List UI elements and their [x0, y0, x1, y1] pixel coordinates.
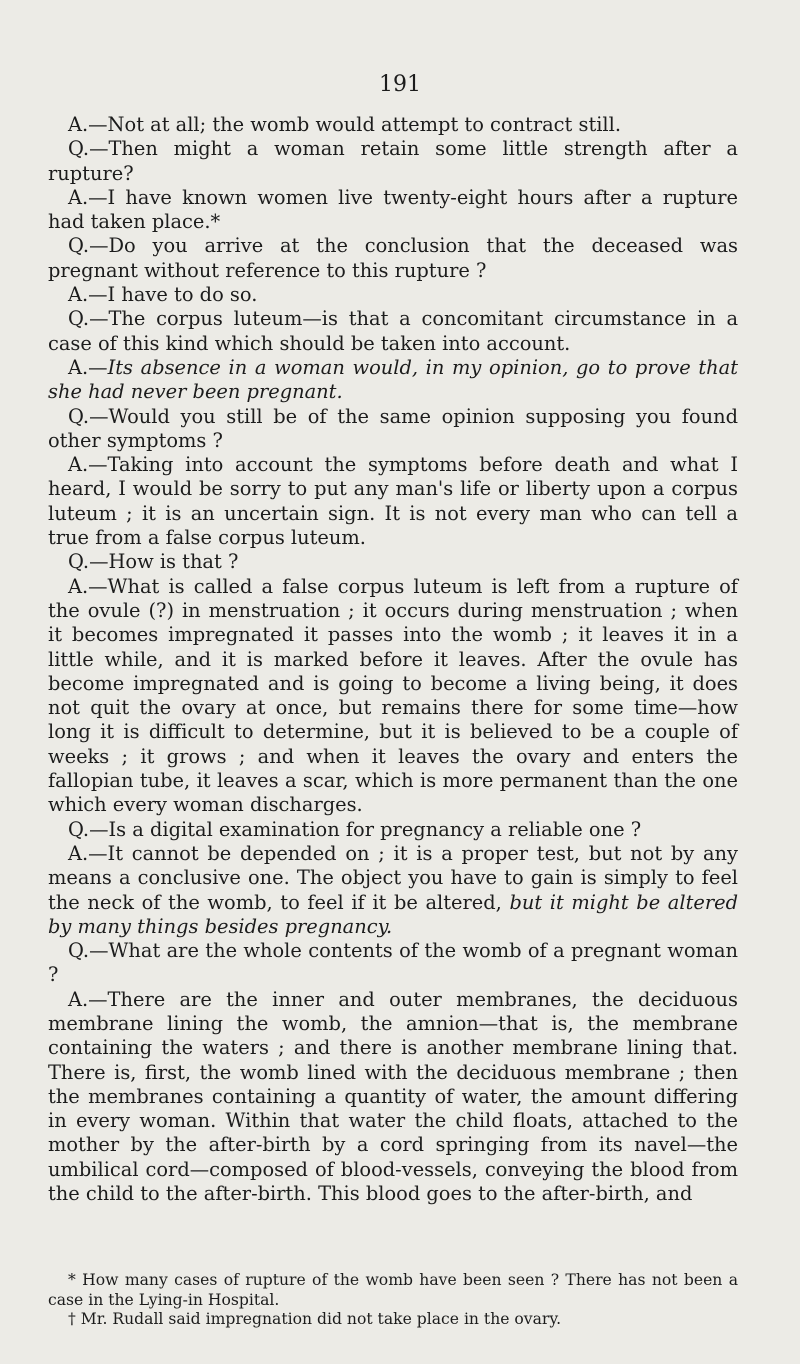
speaker-prefix: A.— — [68, 355, 108, 379]
paragraph: A.—I have known women live twenty-eight hours after a rupture had taken place.* — [48, 185, 738, 234]
paragraph: A.—I have to do so. — [68, 283, 258, 307]
italic-passage: Its absence in a woman would, in my opinion, go to prove that she had never been pregnant. — [48, 355, 738, 404]
footnotes — [48, 1271, 738, 1330]
paragraph: Q.—Do you arrive at the conclusion that the deceased was pregnant without reference to this rupture ? — [48, 234, 738, 282]
footnote: † Mr. Rudall said impregnation did not take place in the ovary. — [68, 1310, 562, 1328]
page-number: 191 — [379, 72, 421, 97]
page-body — [48, 113, 738, 1206]
paragraph: A.—Not at all; the womb would attempt to contract still. — [68, 113, 622, 136]
paragraph: A.—What is called a false corpus luteum is left from a rupture of the ovule (?) in menstruation ; it occurs during menstruation ; when it becomes impregnated it passes into the womb ; it leaves it in a little while, and it is marked before it leaves. After the ovule has become impregnated and is going to become a living being, it does not quit the ovary at once, but remains there for some time—how long it is difficult to determine, but it is believed to be a couple of weeks ; it grows ; and when it leaves the ovary and enters the fallopian tube, it leaves a scar, which is more permanent than the one which every woman discharges. — [48, 574, 738, 817]
paragraph — [48, 356, 738, 405]
paragraph — [48, 842, 738, 939]
paragraph: A.—There are the inner and outer membranes, the deciduous membrane lining the womb, the amnion—that is, the membrane containing the waters ; and there is another membrane lining that. There is, first, the womb lined with the deciduous membrane ; then the membranes containing a quantity of water, the amount differing in every woman. Within that water the child floats, attached to the mother by the after-birth by a cord springing from its navel—the umbilical cord—composed of blood-vessels, conveying the blood from the child to the after-birth. This blood goes to the after-birth, and — [48, 987, 738, 1206]
paragraph: Q.—What are the whole contents of the womb of a pregnant woman ? — [48, 939, 738, 987]
italic-passage: but it might be altered by many things besides pregnancy. — [48, 890, 738, 938]
paragraph-lead: A.—It cannot be depended on ; it is a proper test, but not by any means a conclusive one. The object you have to gain is simply to feel the neck of the womb, to feel if it be altered, — [48, 841, 738, 914]
paragraph: Q.—Would you still be of the same opinion supposing you found other symptoms ? — [48, 404, 738, 452]
paragraph: Q.—Is a digital examination for pregnancy a reliable one ? — [68, 817, 642, 841]
paragraph: Q.—How is that ? — [68, 550, 239, 574]
paragraph: Q.—Then might a woman retain some little strength after a rupture? — [48, 137, 738, 185]
footnote: * How many cases of rupture of the womb have been seen ? There has not been a case in the Lying-in Hospital. — [48, 1271, 738, 1309]
paragraph: A.—Taking into account the symptoms before death and what I heard, I would be sorry to put any man's life or liberty upon a corpus luteum ; it is an uncertain sign. It is not every man who can tell a true from a false corpus luteum. — [48, 453, 738, 550]
paragraph: Q.—The corpus luteum—is that a concomitant circumstance in a case of this kind which should be taken into account. — [48, 307, 738, 355]
